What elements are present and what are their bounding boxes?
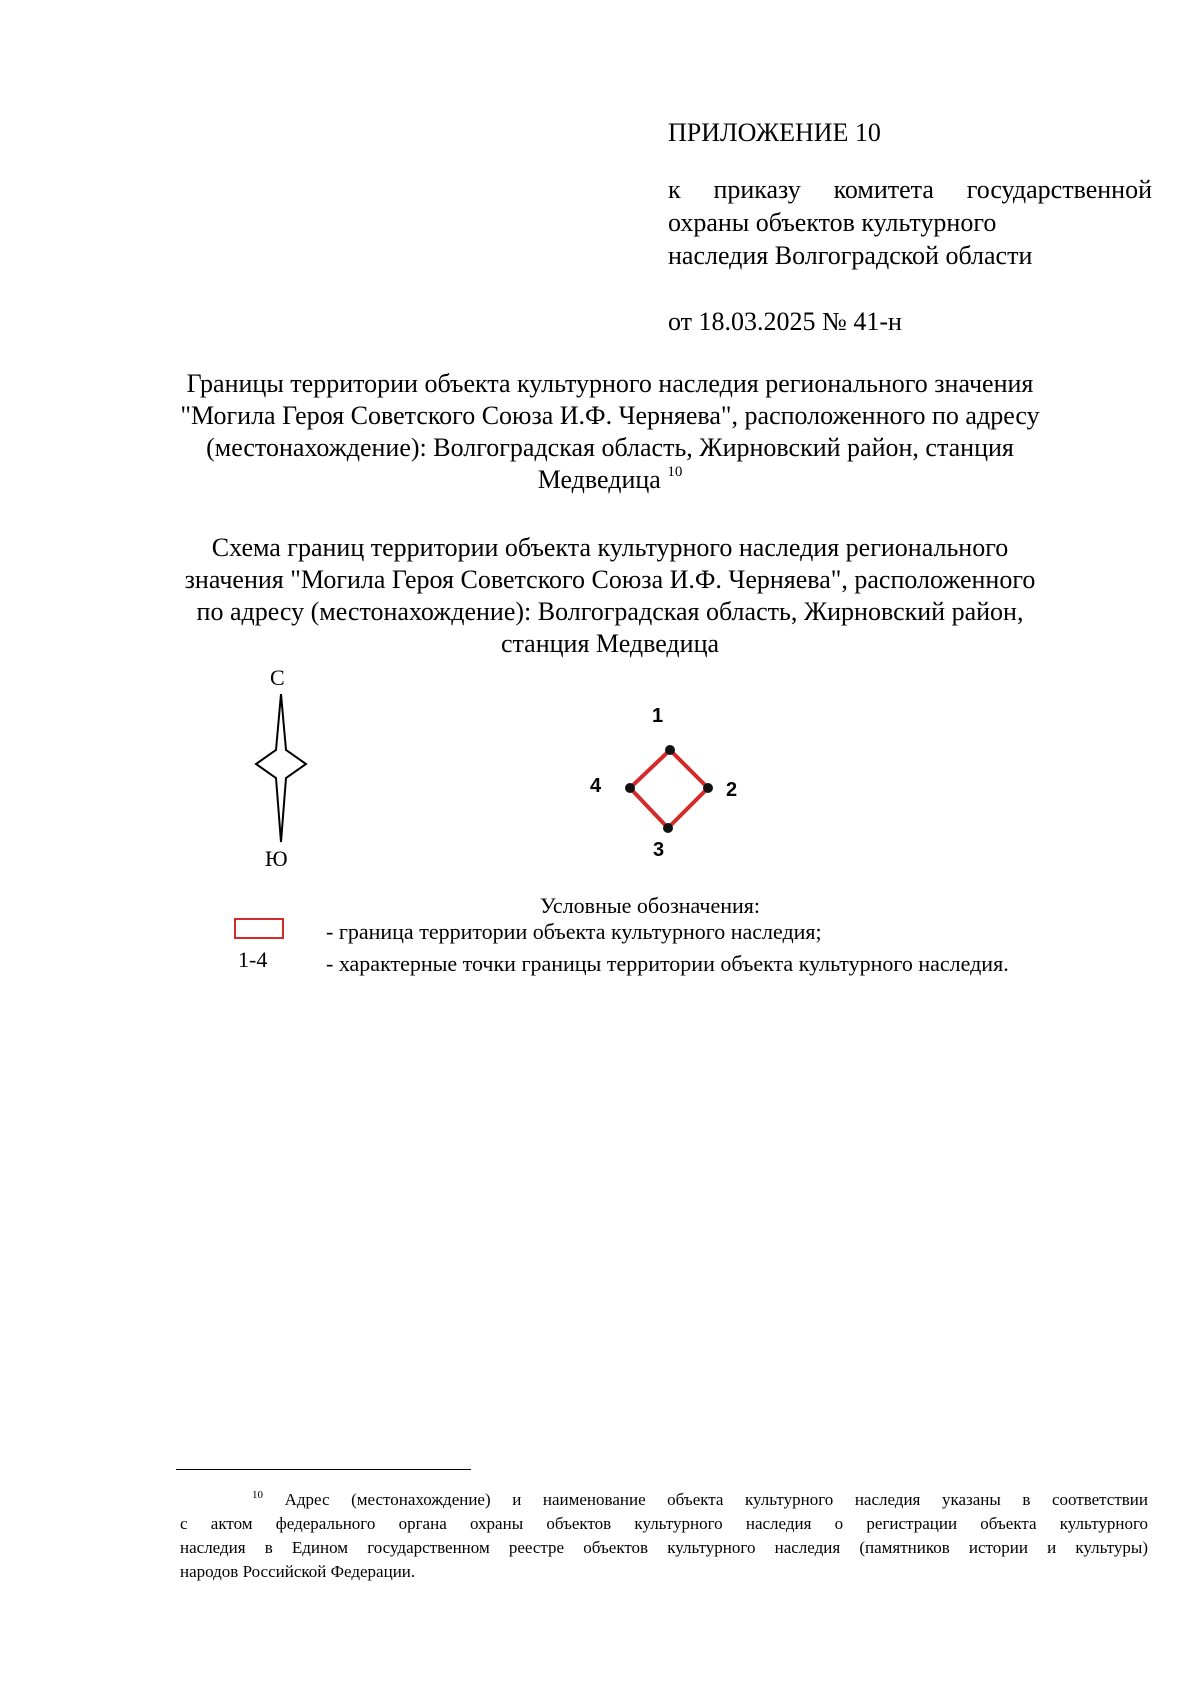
boundary-point-1 <box>665 745 675 755</box>
boundary-point-label-4: 4 <box>590 775 602 797</box>
north-arrow-icon <box>250 694 320 844</box>
scheme-heading-line: по адресу (местонахождение): Волгоградская область, Жирновский район, <box>196 597 1024 626</box>
boundary-point-4 <box>625 783 635 793</box>
boundary-scheme <box>560 690 760 870</box>
boundary-point-3 <box>663 823 673 833</box>
footnote <box>180 1488 1148 1584</box>
legend-points-text: - характерные точки границы территории объекта культурного наследия. <box>326 951 1009 976</box>
appendix-ref-line: к приказу комитета государственной <box>668 175 1152 204</box>
footnote-mark: 10 <box>252 1489 263 1501</box>
boundary-point-label-2: 2 <box>726 779 738 801</box>
legend-points-range: 1-4 <box>238 947 268 972</box>
footnote-line: с актом федерального органа охраны объектов культурного наследия о регистрации объекта культурного <box>180 1514 1148 1533</box>
scheme-heading-line: значения "Могила Героя Советского Союза И.Ф. Черняева", расположенного <box>184 565 1036 594</box>
heading-line-last <box>170 464 1050 496</box>
boundary-polygon <box>630 750 708 828</box>
footnote-separator <box>176 1469 471 1470</box>
compass-south-label: Ю <box>265 846 288 871</box>
appendix-ref-line: наследия Волгоградской области <box>668 241 1033 270</box>
heading-line: (местонахождение): Волгоградская область, Жирновский район, станция <box>206 433 1014 462</box>
legend-title: Условные обозначения: <box>540 893 761 918</box>
appendix-ref-line: охраны объектов культурного <box>668 208 997 237</box>
scheme-heading-line: Схема границ территории объекта культурного наследия регионального <box>211 533 1009 562</box>
scheme-heading-line: станция Медведица <box>500 629 720 658</box>
legend-boundary-text: - граница территории объекта культурного наследия; <box>326 919 822 944</box>
appendix-title: ПРИЛОЖЕНИЕ 10 <box>668 118 881 147</box>
heading-line: Границы территории объекта культурного наследия регионального значения <box>186 369 1034 398</box>
boundary-point-2 <box>703 783 713 793</box>
boundary-point-label-1: 1 <box>652 705 664 727</box>
appendix-reference <box>668 173 1152 272</box>
heading-line: "Могила Героя Советского Союза И.Ф. Черняева", расположенного по адресу <box>180 401 1040 430</box>
appendix-header <box>668 116 1152 338</box>
heading-line-text: Медведица <box>537 465 661 494</box>
footnote-line: народов Российской Федерации. <box>180 1562 416 1581</box>
footnote-line-text: Адрес (местонахождение) и наименование объекта культурного наследия указаны в соответствии <box>284 1490 1148 1509</box>
footnote-line <box>180 1488 1148 1512</box>
scheme-heading <box>150 532 1070 660</box>
order-date: от 18.03.2025 № 41-н <box>668 307 902 336</box>
legend-boundary-swatch <box>234 918 284 939</box>
document-heading <box>170 368 1050 496</box>
footnote-line: наследия в Едином государственном реестре объектов культурного наследия (памятников истории и культуры) <box>180 1538 1148 1557</box>
footnote-reference[interactable]: 10 <box>667 464 683 480</box>
compass-north-label: С <box>270 665 285 690</box>
boundary-point-label-3: 3 <box>653 839 665 861</box>
